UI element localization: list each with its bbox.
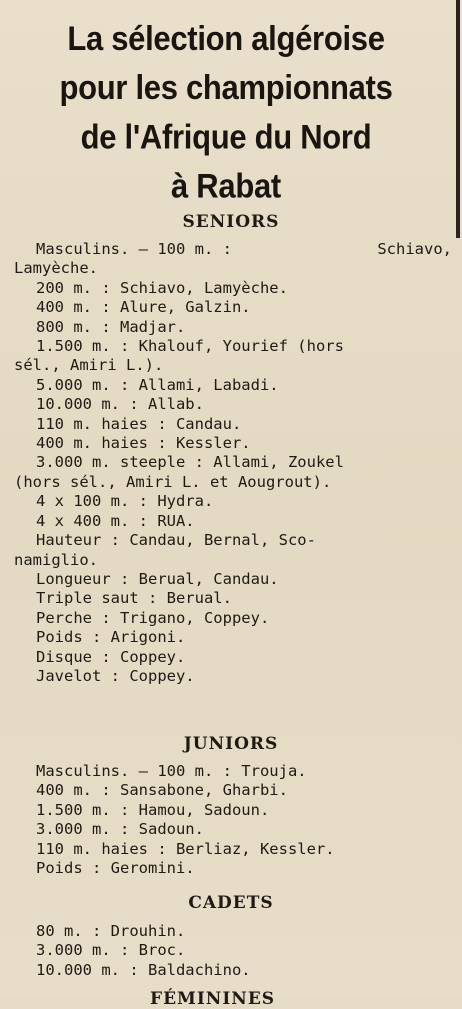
seniors-men-100m-value: Schiavo, xyxy=(377,240,452,258)
list-item: 4 x 400 m. : RUA. xyxy=(36,511,195,530)
list-item: 1.500 m. : Hamou, Sadoun. xyxy=(36,800,270,819)
list-item: 110 m. haies : Candau. xyxy=(36,414,242,433)
list-item: 400 m. : Sansabone, Gharbi. xyxy=(36,781,288,800)
list-item: 10.000 m. : Allab. xyxy=(36,395,204,414)
cadets-list xyxy=(0,922,460,980)
list-item: 3.000 m. steeple : Allami, Zoukel xyxy=(36,453,344,472)
seniors-heading: SENIORS xyxy=(182,212,280,232)
cadets-heading: CADETS xyxy=(188,893,274,913)
seniors-men-100m-label: Masculins. — 100 m. : xyxy=(36,240,232,258)
list-item: 400 m. haies : Kessler. xyxy=(36,434,251,453)
headline-line-1: La sélection algéroise xyxy=(67,18,385,58)
list-item: 400 m. : Alure, Galzin. xyxy=(36,298,251,317)
headline-line-2: pour les championnats xyxy=(59,67,393,107)
list-item: 5.000 m. : Allami, Labadi. xyxy=(36,375,279,394)
list-item: 4 x 100 m. : Hydra. xyxy=(36,492,214,511)
article-headline xyxy=(10,14,442,211)
list-item: 110 m. haies : Berliaz, Kessler. xyxy=(36,839,335,858)
headline-line-3: de l'Afrique du Nord xyxy=(80,117,372,157)
list-item: Masculins. — 100 m. : Trouja. xyxy=(36,762,307,780)
list-item: sél., Amiri L.). xyxy=(14,356,164,375)
list-item: 80 m. : Drouhin. xyxy=(36,922,186,940)
list-item: 3.000 m. : Sadoun. xyxy=(36,820,204,839)
list-item: 200 m. : Schiavo, Lamyèche. xyxy=(36,278,288,297)
headline-line-4: à Rabat xyxy=(171,166,281,206)
list-item: Hauteur : Candau, Bernal, Sco- xyxy=(36,531,316,550)
next-section-heading-cut xyxy=(150,989,310,1009)
list-item: 1.500 m. : Khalouf, Yourief (hors xyxy=(36,337,344,356)
list-item: 3.000 m. : Broc. xyxy=(36,941,186,960)
list-item: Perche : Trigano, Coppey. xyxy=(36,608,270,627)
list-item: 800 m. : Madjar. xyxy=(36,317,186,336)
list-item: Disque : Coppey. xyxy=(36,647,186,666)
list-item: Poids : Arigoni. xyxy=(36,628,186,647)
juniors-list xyxy=(0,762,460,878)
list-item: namiglio. xyxy=(14,550,98,569)
juniors-heading: JUNIORS xyxy=(183,734,279,754)
list-item: Javelot : Coppey. xyxy=(36,666,195,685)
seniors-list xyxy=(0,240,460,686)
list-item: Triple saut : Berual. xyxy=(36,589,232,608)
next-heading-text: FÉMININES xyxy=(150,989,276,1009)
list-item: (hors sél., Amiri L. et Aougrout). xyxy=(14,472,332,491)
list-item: Lamyèche. xyxy=(14,259,98,278)
list-item: 10.000 m. : Baldachino. xyxy=(36,960,251,979)
list-item: Longueur : Berual, Candau. xyxy=(36,569,279,588)
list-item xyxy=(0,240,460,259)
column-rule xyxy=(456,0,460,238)
list-item: Poids : Geromini. xyxy=(36,859,195,878)
